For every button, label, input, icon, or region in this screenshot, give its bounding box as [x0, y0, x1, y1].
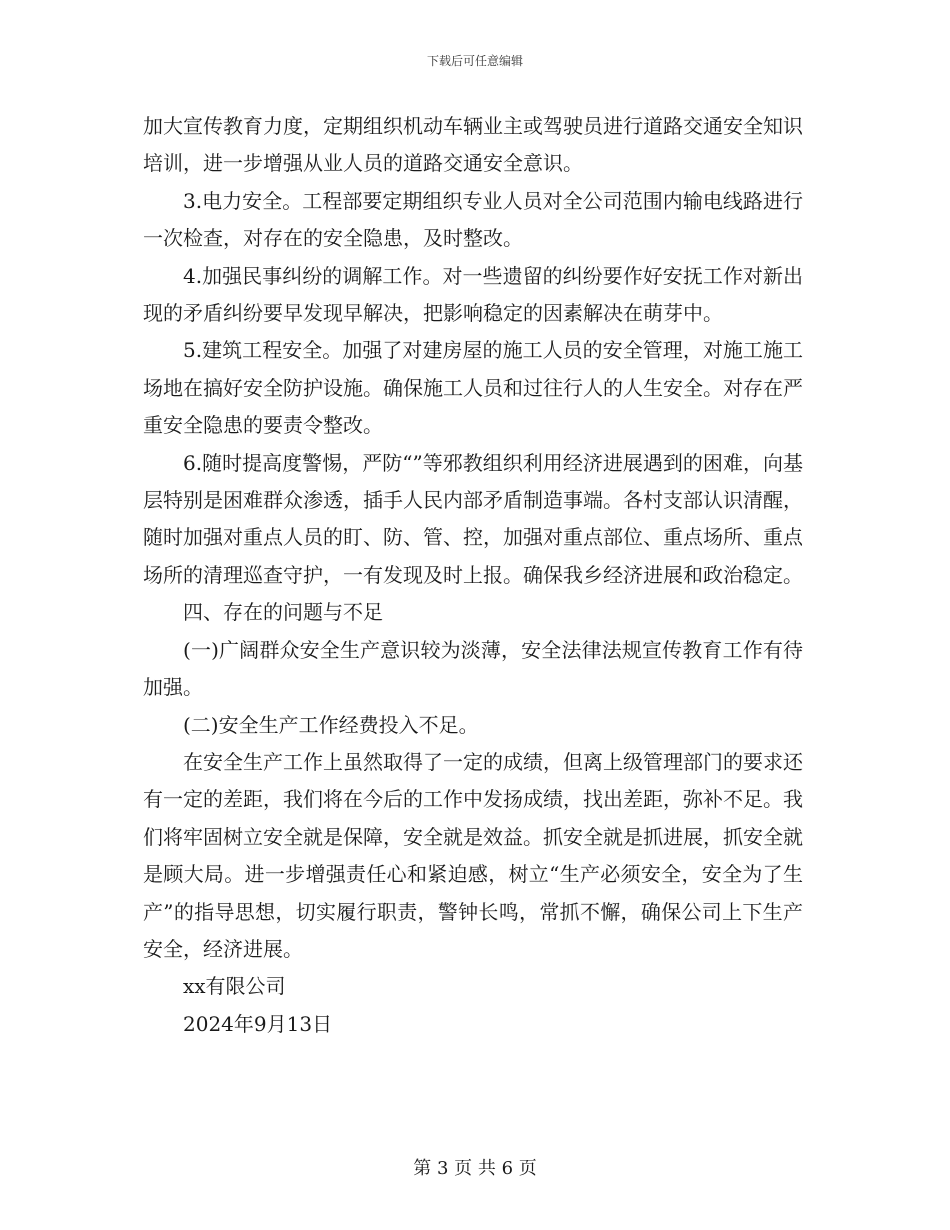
signature-company: xx有限公司 [183, 974, 286, 999]
paragraph-civil-disputes: 4.加强民事纠纷的调解工作。对一些遗留的纠纷要作好安抚工作对新出现的矛盾纠纷要早发现早解决，把影响稳定的因素解决在萌芽中。 [143, 263, 803, 326]
paragraph-problem-two: (二)安全生产工作经费投入不足。 [183, 712, 479, 737]
paragraph-electric-safety: 3.电力安全。工程部要定期组织专业人员对全公司范围内输电线路进行一次检查，对存在的安全隐患，及时整改。 [143, 188, 803, 251]
paragraph-traffic-training: 加大宣传教育力度，定期组织机动车辆业主或驾驶员进行道路交通安全知识培训，进一步增强从业人员的道路交通安全意识。 [143, 114, 803, 176]
section-heading-problems: 四、存在的问题与不足 [183, 600, 383, 625]
page-number-footer: 第 3 页 共 6 页 [413, 1158, 537, 1179]
page-header: 下载后可任意编辑 [426, 54, 523, 68]
paragraph-conclusion: 在安全生产工作上虽然取得了一定的成绩，但离上级管理部门的要求还有一定的差距，我们将在今后的工作中发扬成绩，找出差距，弥补不足。我们将牢固树立安全就是保障，安全就是效益。抓安全就是抓进展，抓安全就是顾大局。进一步增强责任心和紧迫感，树立“生产必须安全，安全为了生产”的指导思想，切实履行职责，警钟长鸣，常抓不懈，确保公司上下生产安全，经济进展。 [143, 749, 803, 961]
paragraph-vigilance: 6.随时提高度警惕，严防“”等邪教组织利用经济进展遇到的困难，向基层特别是困难群众渗透，插手人民内部矛盾制造事端。各村支部认识清醒，随时加强对重点人员的盯、防、管、控，加强对重点部位、重点场所、重点场所的清理巡查守护，一有发现及时上报。确保我乡经济进展和政治稳定。 [143, 450, 803, 587]
signature-date: 2024年9月13日 [183, 1011, 333, 1036]
paragraph-construction-safety: 5.建筑工程安全。加强了对建房屋的施工人员的安全管理，对施工施工场地在搞好安全防护设施。确保施工人员和过往行人的人生安全。对存在严重安全隐患的要责令整改。 [143, 338, 803, 438]
paragraph-problem-one: (一)广阔群众安全生产意识较为淡薄，安全法律法规宣传教育工作有待加强。 [143, 637, 803, 700]
document-body [143, 108, 803, 1043]
